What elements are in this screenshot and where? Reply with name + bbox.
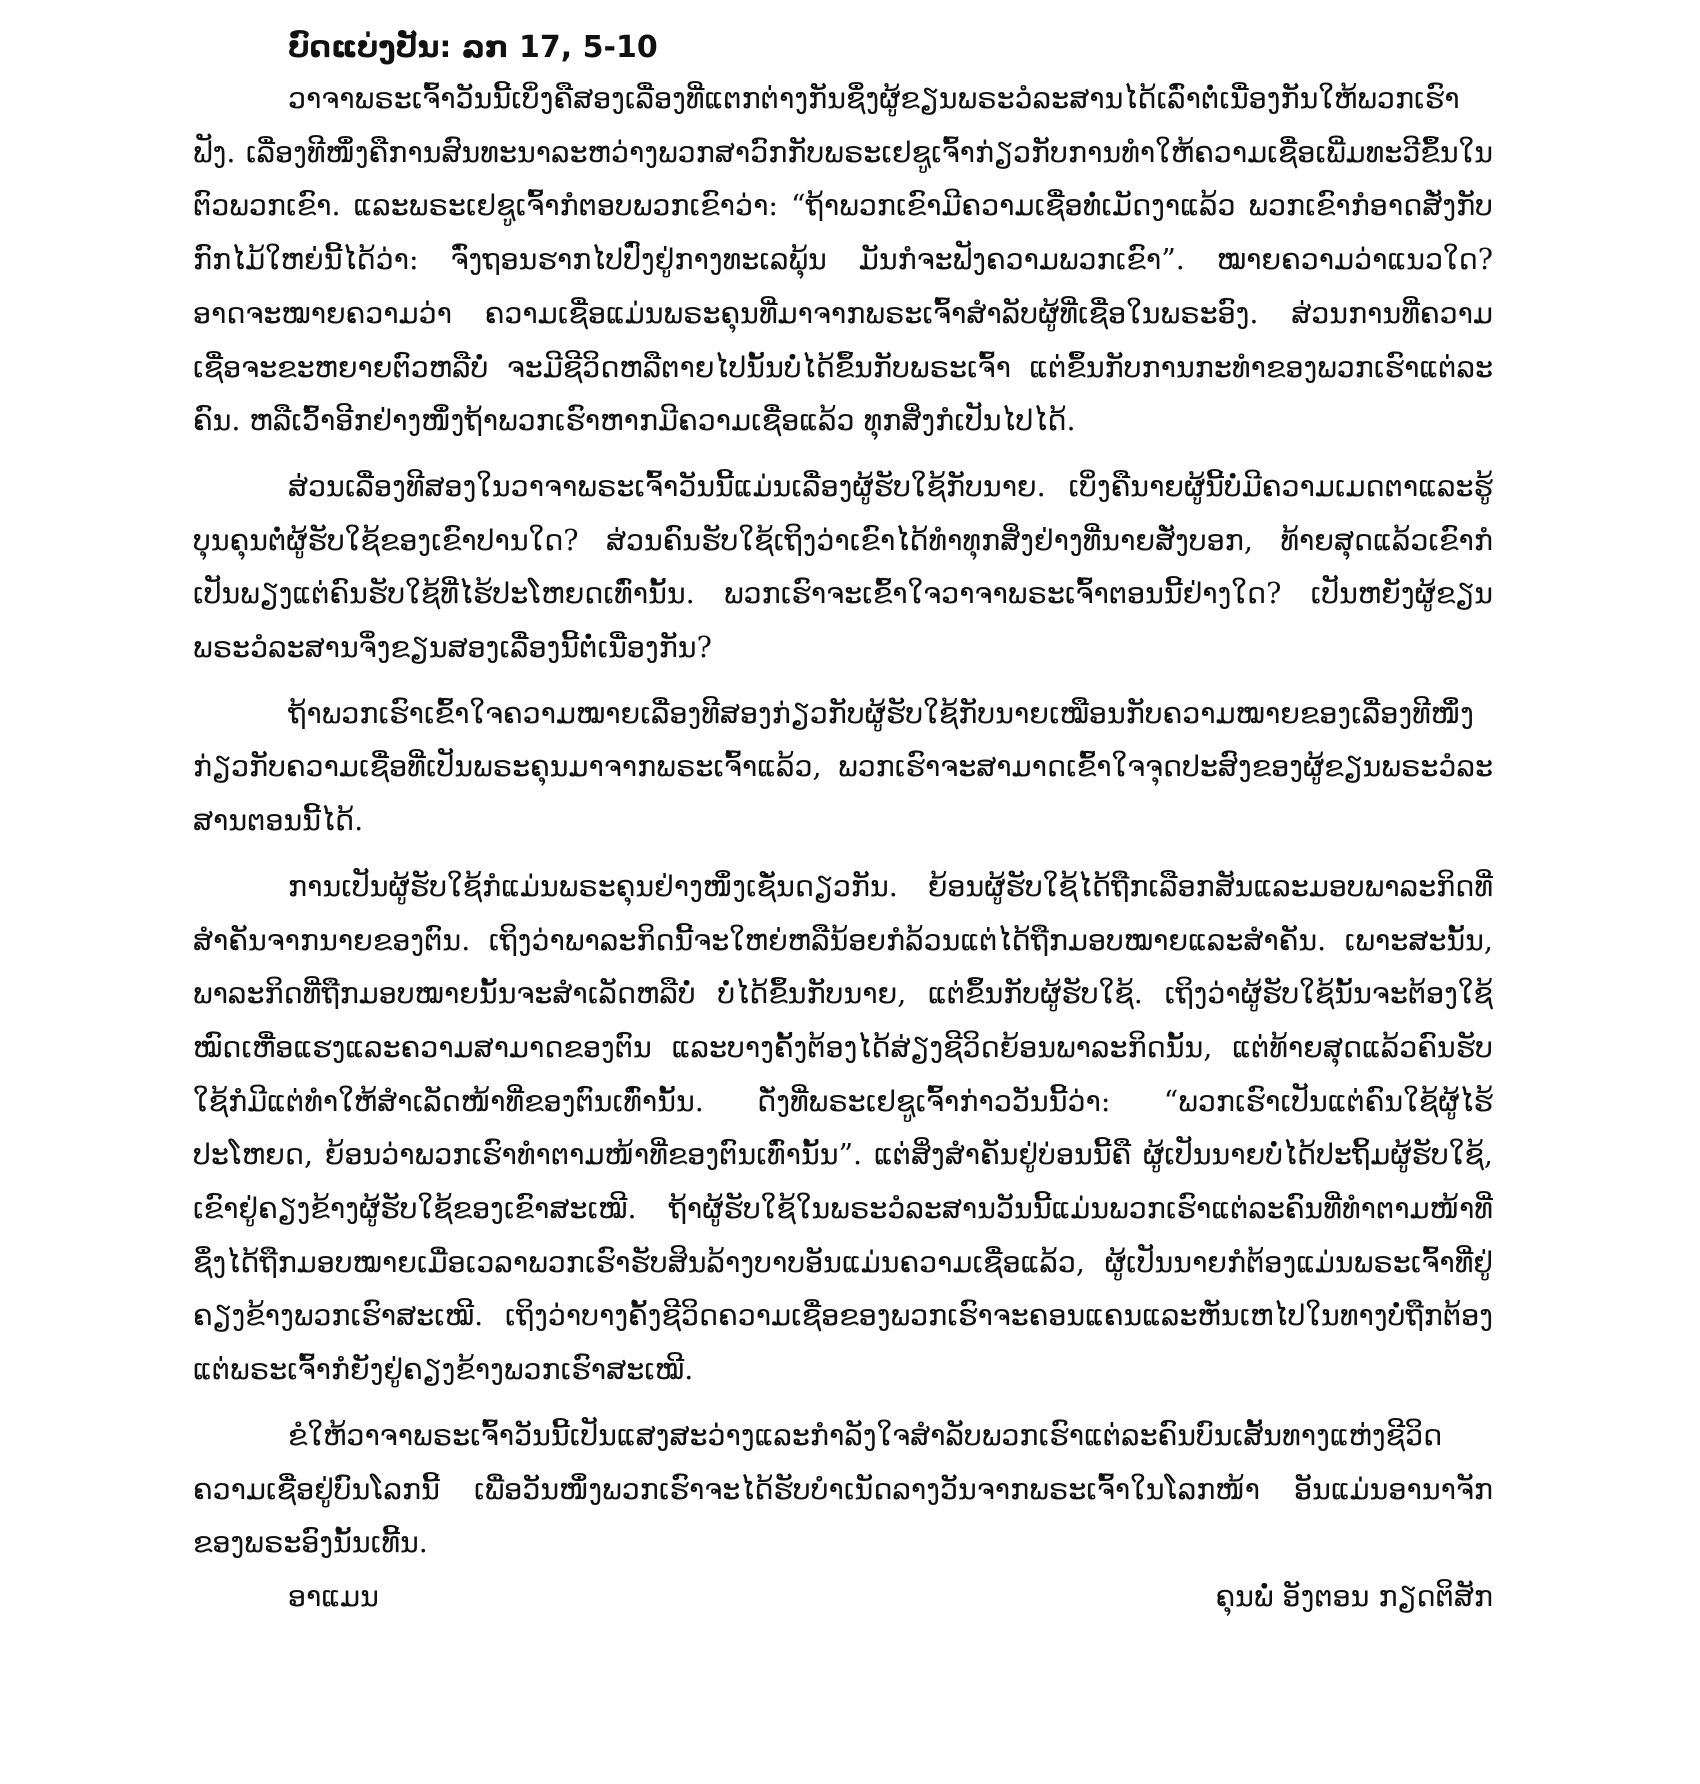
closing-line	[193, 1570, 1493, 1624]
paragraph-5-text: ຂໍໃຫ້ວາຈາພຣະເຈົ້າວັນນີ້ເປັນແສງສະວ່າງແລະກຳລັງໃຈສຳລັບພວກເຮົາແຕ່ລະຄົນບົນເສັ້ນທາງແຫ່ງຊີວິດຄວາມເຊື່ອຢູ່ບົນໂລກນີ້ ເພື່ອວັນໜຶ່ງພວກເຮົາຈະໄດ້ຮັບບຳເນັດລາງວັນຈາກພຣະເຈົ້າໃນໂລກໜ້າ ອັນແມ່ນອານາຈັກຂອງພຣະອົງນັ້ນເທີ້ນ.	[193, 1418, 1493, 1560]
paragraph-5	[193, 1409, 1493, 1624]
reflection-heading: ບົດແບ່ງປັນ: ລກ 17, 5-10	[288, 30, 658, 65]
paragraph-4: ການເປັນຜູ້ຮັບໃຊ້ກໍແມ່ນພຣະຄຸນຢ່າງໜຶ່ງເຊັ່ນດຽວກັນ. ຍ້ອນຜູ້ຮັບໃຊ້ໄດ້ຖືກເລືອກສັນແລະມອບພາລະກິດທີ່ສຳຄັນຈາກນາຍຂອງຕົນ. ເຖິງວ່າພາລະກິດນີ້ຈະໃຫຍ່ຫລືນ້ອຍກໍລ້ວນແຕ່ໄດ້ຖືກມອບໝາຍແລະສຳຄັນ. ເພາະສະນັ້ນ, ພາລະກິດທີ່ຖືກມອບໝາຍນັ້ນຈະສຳເລັດຫລືບໍ່ ບໍ່ໄດ້ຂຶ້ນກັບນາຍ, ແຕ່ຂຶ້ນກັບຜູ້ຮັບໃຊ້. ເຖິງວ່າຜູ້ຮັບໃຊ້ນັ້ນຈະຕ້ອງໃຊ້ໝົດເຫື່ອແຮງແລະຄວາມສາມາດຂອງຕົນ ແລະບາງຄັ້ງຕ້ອງໄດ້ສ່ຽງຊີວິດຍ້ອນພາລະກິດນັ້ນ, ແຕ່ທ້າຍສຸດແລ້ວຄົນຮັບໃຊ້ກໍມີແຕ່ທຳໃຫ້ສຳເລັດໜ້າທີ່ຂອງຕົນເທົ່ານັ້ນ. ດັ່ງທີ່ພຣະເຢຊູເຈົ້າກ່າວວັນນີ້ວ່າ: “ພວກເຮົາເປັນແຕ່ຄົນໃຊ້ຜູ້ໄຮ້ປະໂຫຍດ, ຍ້ອນວ່າພວກເຮົາທຳຕາມໜ້າທີ່ຂອງຕົນເທົ່ານັ້ນ”. ແຕ່ສິ່ງສຳຄັນຢູ່ບ່ອນນີ້ຄື ຜູ້ເປັນນາຍບໍ່ໄດ້ປະຖິ້ມຜູ້ຮັບໃຊ້, ເຂົາຢູ່ຄຽງຂ້າງຜູ້ຮັບໃຊ້ຂອງເຂົາສະເໝີ. ຖ້າຜູ້ຮັບໃຊ້ໃນພຣະວໍລະສານວັນນີ້ແມ່ນພວກເຮົາແຕ່ລະຄົນທີ່ທຳຕາມໜ້າທີ່ຊຶ່ງໄດ້ຖືກມອບໝາຍເມື່ອເວລາພວກເຮົາຮັບສິນລ້າງບາບອັນແມ່ນຄວາມເຊື່ອແລ້ວ, ຜູ້ເປັນນາຍກໍຕ້ອງແມ່ນພຣະເຈົ້າທີ່ຢູ່ຄຽງຂ້າງພວກເຮົາສະເໝີ. ເຖິງວ່າບາງຄັ້ງຊີວິດຄວາມເຊື່ອຂອງພວກເຮົາຈະຄອນແຄນແລະຫັນເຫໄປໃນທາງບໍ່ຖືກຕ້ອງ ແຕ່ພຣະເຈົ້າກໍຍັງຢູ່ຄຽງຂ້າງພວກເຮົາສະເໝີ.	[193, 869, 1493, 1387]
paragraph-3: ຖ້າພວກເຮົາເຂົ້າໃຈຄວາມໝາຍເລື່ອງທີສອງກ່ຽວກັບຜູ້ຮັບໃຊ້ກັບນາຍເໝືອນກັບຄວາມໝາຍຂອງເລື່ອງທີໜຶ່ງກ່ຽວກັບຄວາມເຊື່ອທີ່ເປັນພຣະຄຸນມາຈາກພຣະເຈົ້າແລ້ວ, ພວກເຮົາຈະສາມາດເຂົ້າໃຈຈຸດປະສົງຂອງຜູ້ຂຽນພຣະວໍລະສານຕອນນີ້ໄດ້.	[193, 696, 1493, 838]
paragraph-1: ວາຈາພຣະເຈົ້າວັນນີ້ເບິ່ງຄືສອງເລື່ອງທີ່ແຕກຕ່າງກັນຊຶ່ງຜູ້ຂຽນພຣະວໍລະສານໄດ້ເລົ່າຕໍ່ເນື່ອງກັນໃຫ້ພວກເຮົາຟັງ. ເລື່ອງທີໜຶ່ງຄືການສົນທະນາລະຫວ່າງພວກສາວົກກັບພຣະເຢຊູເຈົ້າກ່ຽວກັບການທຳໃຫ້ຄວາມເຊື່ອເພີ່ມທະວີຂຶ້ນໃນຕົວພວກເຂົາ. ແລະພຣະເຢຊູເຈົ້າກໍຕອບພວກເຂົາວ່າ: “ຖ້າພວກເຂົາມີຄວາມເຊື່ອທໍ່ເມັດງາແລ້ວ ພວກເຂົາກໍອາດສັ່ງກັບກົກໄມ້ໃຫຍ່ນີ້ໄດ້ວ່າ: ຈົ່ງຖອນຮາກໄປປົ່ງຢູ່ກາງທະເລພຸ້ນ ມັນກໍຈະຟັງຄວາມພວກເຂົາ”. ໝາຍຄວາມວ່າແນວໃດ? ອາດຈະໝາຍຄວາມວ່າ ຄວາມເຊື່ອແມ່ນພຣະຄຸນທີ່ມາຈາກພຣະເຈົ້າສຳລັບຜູ້ທີ່ເຊື່ອໃນພຣະອົງ. ສ່ວນການທີ່ຄວາມເຊື່ອຈະຂະຫຍາຍຕົວຫລືບໍ່ ຈະມີຊີວິດຫລືຕາຍໄປນັ້ນບໍ່ໄດ້ຂຶ້ນກັບພຣະເຈົ້າ ແຕ່ຂຶ້ນກັບການກະທຳຂອງພວກເຮົາແຕ່ລະຄົນ. ຫລືເວົ້າອີກຢ່າງໜຶ່ງຖ້າພວກເຮົາຫາກມີຄວາມເຊື່ອແລ້ວ ທຸກສິ່ງກໍເປັນໄປໄດ້.	[193, 82, 1493, 438]
document-body	[193, 24, 1493, 1624]
paragraph-2: ສ່ວນເລື່ອງທີສອງໃນວາຈາພຣະເຈົ້າວັນນີ້ແມ່ນເລື່ອງຜູ້ຮັບໃຊ້ກັບນາຍ. ເບິ່ງຄືນາຍຜູ້ນີ້ບໍ່ມີຄວາມເມດຕາແລະຮູ້ບຸນຄຸນຕໍ່ຜູ້ຮັບໃຊ້ຂອງເຂົາປານໃດ? ສ່ວນຄົນຮັບໃຊ້ເຖິງວ່າເຂົາໄດ້ທຳທຸກສິ່ງຢ່າງທີ່ນາຍສັ່ງບອກ, ທ້າຍສຸດແລ້ວເຂົາກໍເປັນພຽງແຕ່ຄົນຮັບໃຊ້ທີ່ໄຮ້ປະໂຫຍດເທົ່ານັ້ນ. ພວກເຮົາຈະເຂົ້າໃຈວາຈາພຣະເຈົ້າຕອນນີ້ຢ່າງໃດ? ເປັນຫຍັງຜູ້ຂຽນພຣະວໍລະສານຈຶ່ງຂຽນສອງເລື່ອງນີ້ຕໍ່ເນື່ອງກັນ?	[193, 469, 1493, 665]
author-signature: ຄຸນພໍ່ ອັງຕອນ ກຽດຕິສັກ	[1215, 1579, 1493, 1613]
closing-amen: ອາແມນ	[288, 1579, 379, 1613]
